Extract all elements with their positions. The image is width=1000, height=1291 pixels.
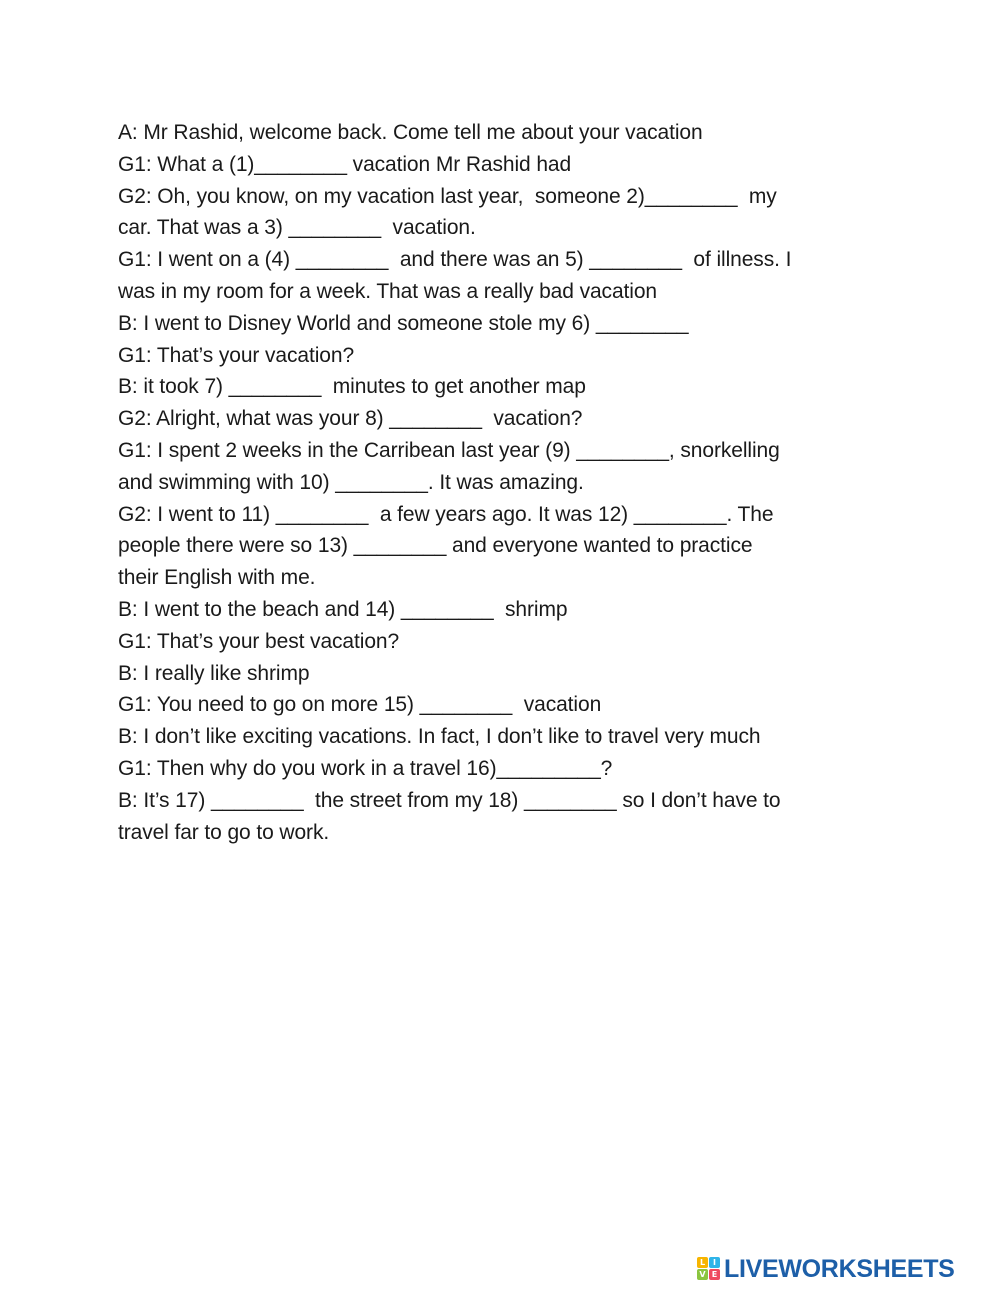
logo-square: E [709, 1269, 720, 1280]
dialogue-line: B: it took 7) ________ minutes to get another map [118, 375, 586, 399]
dialogue-line: people there were so 13) ________ and everyone wanted to practice [118, 534, 753, 558]
logo-square: L [697, 1257, 708, 1268]
dialogue-line: A: Mr Rashid, welcome back. Come tell me about your vacation [118, 121, 703, 144]
brand-name: LIVEWORKSHEETS [724, 1255, 955, 1283]
dialogue-line: G1: I spent 2 weeks in the Carribean last year (9) ________, snorkelling [118, 438, 780, 462]
dialogue-text [118, 117, 898, 848]
liveworksheets-logo [697, 1256, 955, 1282]
dialogue-line: their English with me. [118, 566, 316, 590]
dialogue-line: G2: Alright, what was your 8) ________ vacation? [118, 407, 583, 431]
dialogue-line: G2: I went to 11) ________ a few years ago. It was 12) ________. The [118, 502, 774, 526]
dialogue-line: B: I went to Disney World and someone stole my 6) ________ [118, 311, 689, 335]
dialogue-line: travel far to go to work. [118, 820, 330, 844]
logo-mark-icon [697, 1257, 721, 1281]
dialogue-line: G1: That’s your best vacation? [118, 629, 400, 653]
dialogue-line: G2: Oh, you know, on my vacation last year, someone 2)________ my [118, 184, 777, 208]
logo-square: V [697, 1269, 708, 1280]
dialogue-line: B: I went to the beach and 14) ________ shrimp [118, 597, 568, 621]
dialogue-line: B: I don’t like exciting vacations. In fact, I don’t like to travel very much [118, 725, 761, 749]
dialogue-line: and swimming with 10) ________. It was amazing. [118, 470, 584, 494]
dialogue-line: G1: You need to go on more 15) ________ vacation [118, 693, 602, 717]
dialogue-line: B: It’s 17) ________ the street from my 18) ________ so I don’t have to [118, 788, 781, 812]
dialogue-line: G1: That’s your vacation? [118, 343, 355, 367]
dialogue-line: G1: I went on a (4) ________ and there was an 5) ________ of illness. I [118, 248, 792, 272]
dialogue-line: was in my room for a week. That was a really bad vacation [118, 279, 657, 303]
dialogue-line: G1: Then why do you work in a travel 16)_________? [118, 756, 613, 780]
logo-square: I [709, 1257, 720, 1268]
dialogue-line: G1: What a (1)________ vacation Mr Rashid had [118, 152, 572, 176]
dialogue-line: B: I really like shrimp [118, 661, 310, 685]
dialogue-line: car. That was a 3) ________ vacation. [118, 216, 476, 240]
